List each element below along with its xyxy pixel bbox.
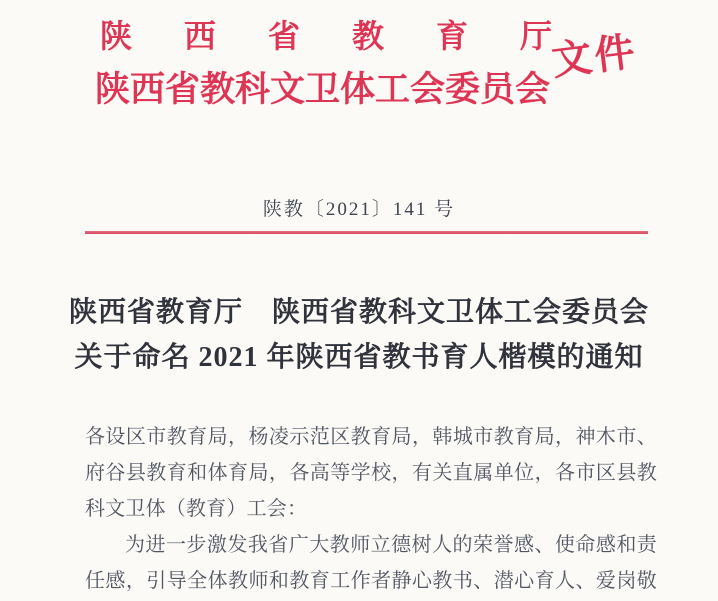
document-number: 陕教〔2021〕141 号 <box>262 199 456 220</box>
body-line-paragraph-1: 为进一步激发我省广大教师立德树人的荣誉感、使命感和责 <box>125 534 657 556</box>
body-line-paragraph-2: 任感，引导全体教师和教育工作者静心教书、潜心育人、爱岗敬 <box>85 570 657 592</box>
body-line-recipients-2: 府谷县教育和体育局，各高等学校，有关直属单位，各市区县教 <box>85 462 657 484</box>
letterhead-document-marker: 文件 <box>549 28 641 84</box>
body-text <box>85 419 657 599</box>
letterhead-agency-secondary: 陕西省教科文卫体工会委员会 <box>95 70 551 109</box>
body-line-recipients-3: 科文卫体（教育）工会： <box>85 498 308 520</box>
notice-title-line1: 陕西省教育厅 陕西省教科文卫体工会委员会 <box>68 297 649 328</box>
letterhead-agency-primary: 陕西省教育厅 <box>100 18 605 54</box>
notice-title-line2: 关于命名 2021 年陕西省教书育人楷模的通知 <box>74 342 644 373</box>
red-divider-rule <box>85 231 648 234</box>
body-line-recipients-1: 各设区市教育局，杨凌示范区教育局，韩城市教育局，神木市、 <box>85 426 657 448</box>
